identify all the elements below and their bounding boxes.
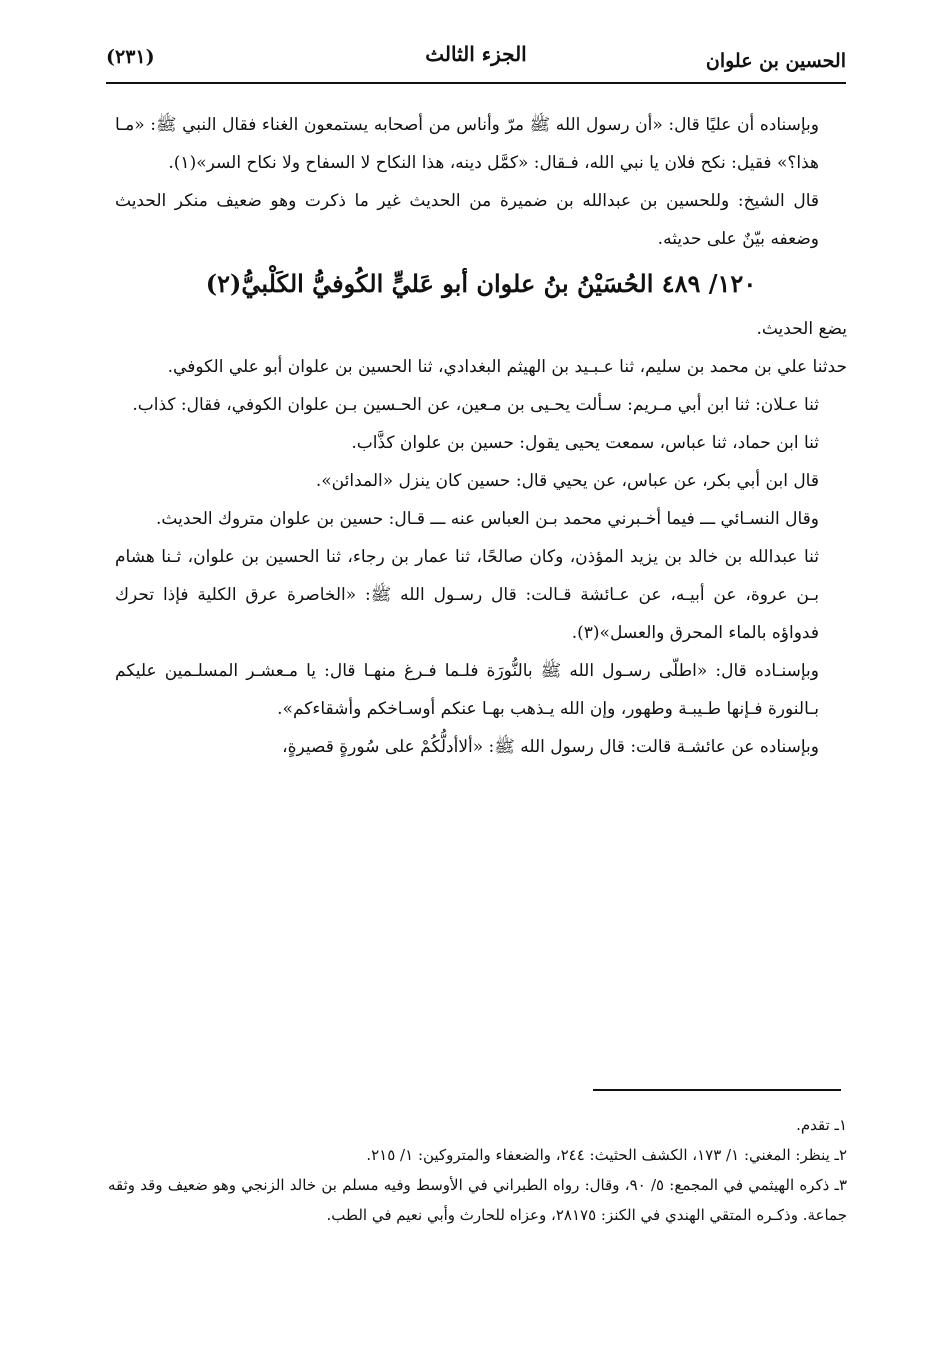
paragraph: ثنا عـلان: ثنا ابن أبي مـريم: سـألت يحـيى بن مـعين، عن الحـسين بـن علوان الكوفي، فقال: كذاب.	[132, 395, 819, 415]
volume-label: الجزء الثالث	[425, 42, 527, 66]
page-number: (٢٣١)	[106, 46, 155, 68]
footnotes	[108, 1110, 847, 1230]
paragraph: حدثنا علي بن محمد بن سليم، ثنا عـبـيد بن الهيثم البغدادي، ثنا الحسين بن علوان أبو علي الكوفي.	[167, 357, 847, 377]
page-body	[115, 106, 847, 766]
paragraph: وبإسناده أن عليًا قال: «أن رسول الله ﷺ مرّ وأناس من أصحابه يستمعون الغناء فقال النبي ﷺ: «مـا هذا؟» فقيل: نكح فلان يا نبي الله، فـقال: «كمَّل دينه، هذا النكاح لا السفاح ولا نكاح السر»(١).	[115, 115, 819, 173]
footnote: ١ـ تقدم.	[796, 1116, 847, 1134]
paragraph: وبإسناده عن عائشـة قالت: قال رسول الله ﷺ: «ألاأدلُّكُمْ على سُورةٍ قصيرةٍ،	[282, 737, 819, 757]
page-header	[106, 38, 846, 84]
paragraph: قال الشيخ: وللحسين بن عبدالله بن ضميرة من الحديث غير ما ذكرت وهو ضعيف منكر الحديث وضعفه بيّنٌ على حديثه.	[115, 191, 819, 249]
footnote-divider	[593, 1089, 841, 1091]
paragraph: وبإسنـاده قال: «اطلّى رسـول الله ﷺ بالنُّورَة فلـما فـرغ منهـا قال: يا مـعشـر المسلـمين عليكم بـالنورة فـإنها طـيبـة وطهور، وإن الله يـذهب بهـا عنكم أوسـاخكم وأشقاءكم».	[115, 661, 819, 719]
paragraph: وقال النسـائي ـــ فيما أخـبرني محمد بـن العباس عنه ـــ قـال: حسين بن علوان متروك الحديث.	[156, 509, 819, 529]
paragraph: ثنا عبدالله بن خالد بن يزيد المؤذن، وكان صالحًا، ثنا عمار بن رجاء، ثنا الحسين بن علوان، ثـنا هشام بـن عروة، عن أبيـه، عن عـائشة قـالت: قال رسـول الله ﷺ: «الخاصرة عرق الكلية فإذا تحرك فدواؤه بالماء المحرق والعسل»(٣).	[115, 547, 819, 643]
entry-heading: ١٢٠/ ٤٨٩ الحُسَيْنُ بنُ علوان أبو عَليٍّ الكُوفيُّ الكَلْبيُّ(٢)	[205, 269, 757, 298]
paragraph: يضع الحديث.	[756, 319, 847, 339]
footnote: ٢ـ ينظر: المغني: ١/ ١٧٣، الكشف الحثيث: ٢٤٤، والضعفاء والمتروكين: ١/ ٢١٥.	[366, 1146, 847, 1164]
running-title: الحسين بن علوان	[705, 50, 846, 72]
paragraph: قال ابن أبي بكر، عن عباس، عن يحيي قال: حسين كان ينزل «المدائن».	[315, 471, 819, 491]
footnote: ٣ـ ذكره الهيثمي في المجمع: ٥/ ٩٠، وقال: رواه الطبراني في الأوسط وفيه مسلم بن خالد الزنجي وهو ضعيف وقد وثقه جماعة. وذكـره المتقي الهندي في الكنز: ٢٨١٧٥، وعزاه للحارث وأبي نعيم في الطب.	[108, 1176, 848, 1224]
paragraph: ثنا ابن حماد، ثنا عباس، سمعت يحيى يقول: حسين بن علوان كذَّاب.	[351, 433, 819, 453]
